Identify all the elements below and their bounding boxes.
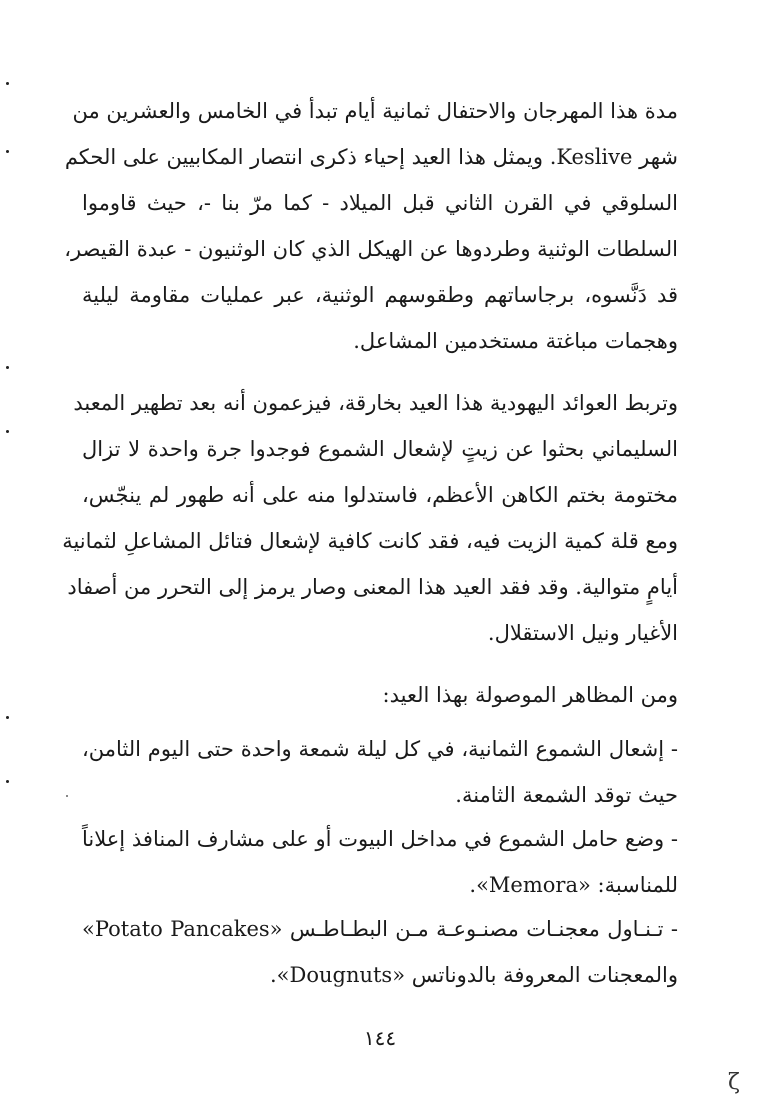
margin-mark xyxy=(6,366,9,369)
text-line: وتربط العوائد اليهودية هذا العيد بخارقة، فيزعمون أنه بعد تطهير المعبد xyxy=(73,391,678,415)
text-line: الأغيار ونيل الاستقلال. xyxy=(487,621,678,645)
text-line: وهجمات مباغتة مستخدمين المشاعل. xyxy=(353,329,678,353)
margin-mark xyxy=(6,430,9,433)
corner-mark: ζ xyxy=(728,1070,740,1095)
text-line: السلوقي في القرن الثاني قبل الميلاد - كما مرّ بنا -، حيث قاوموا xyxy=(82,191,678,215)
page-number: ١٤٤ xyxy=(363,1026,397,1050)
list-item-line: - تـنـاول معجنـات مصنـوعـة مـن البطـاطـس «Potato Pancakes» xyxy=(82,917,678,941)
list-item-line: - وضع حامل الشموع في مداخل البيوت أو على مشارف المنافذ إعلاناً xyxy=(82,827,678,851)
margin-mark xyxy=(6,150,9,153)
text-line: أيامٍ متوالية. وقد فقد العيد هذا المعنى وصار يرمز إلى التحرر من أصفاد xyxy=(67,575,678,599)
text-line: مدة هذا المهرجان والاحتفال ثمانية أيام تبدأ في الخامس والعشرين من xyxy=(72,99,678,123)
margin-mark xyxy=(6,780,9,783)
text-line: السليماني بحثوا عن زيتٍ لإشعال الشموع فوجدوا جرة واحدة لا تزال xyxy=(82,437,678,461)
margin-mark xyxy=(6,716,9,719)
margin-mark xyxy=(66,795,68,797)
margin-mark xyxy=(6,82,9,85)
text-line: قد دَنَّسوه، برجاساتهم وطقوسهم الوثنية، عبر عمليات مقاومة ليلية xyxy=(82,283,678,307)
list-item-line: حيث توقد الشمعة الثامنة. xyxy=(455,783,678,807)
text-line: مختومة بختم الكاهن الأعظم، فاستدلوا منه على أنه طهور لم ينجّس، xyxy=(82,483,678,507)
text-line: ومع قلة كمية الزيت فيه، فقد كانت كافية لإشعال فتائل المشاعلِ لثمانية xyxy=(62,529,678,553)
text-line: السلطات الوثنية وطردوها عن الهيكل الذي كان الوثنيون - عبدة القيصر، xyxy=(64,237,678,261)
list-item-line: والمعجنات المعروفة بالدوناتس «Dougnuts». xyxy=(269,963,678,987)
list-item-line: - إشعال الشموع الثمانية، في كل ليلة شمعة واحدة حتى اليوم الثامن، xyxy=(82,737,678,761)
text-line: ومن المظاهر الموصولة بهذا العيد: xyxy=(382,683,678,707)
list-item-line: للمناسبة: «Memora». xyxy=(469,873,678,897)
text-line: شهر Keslive. ويمثل هذا العيد إحياء ذكرى انتصار المكابيين على الحكم xyxy=(64,145,678,169)
